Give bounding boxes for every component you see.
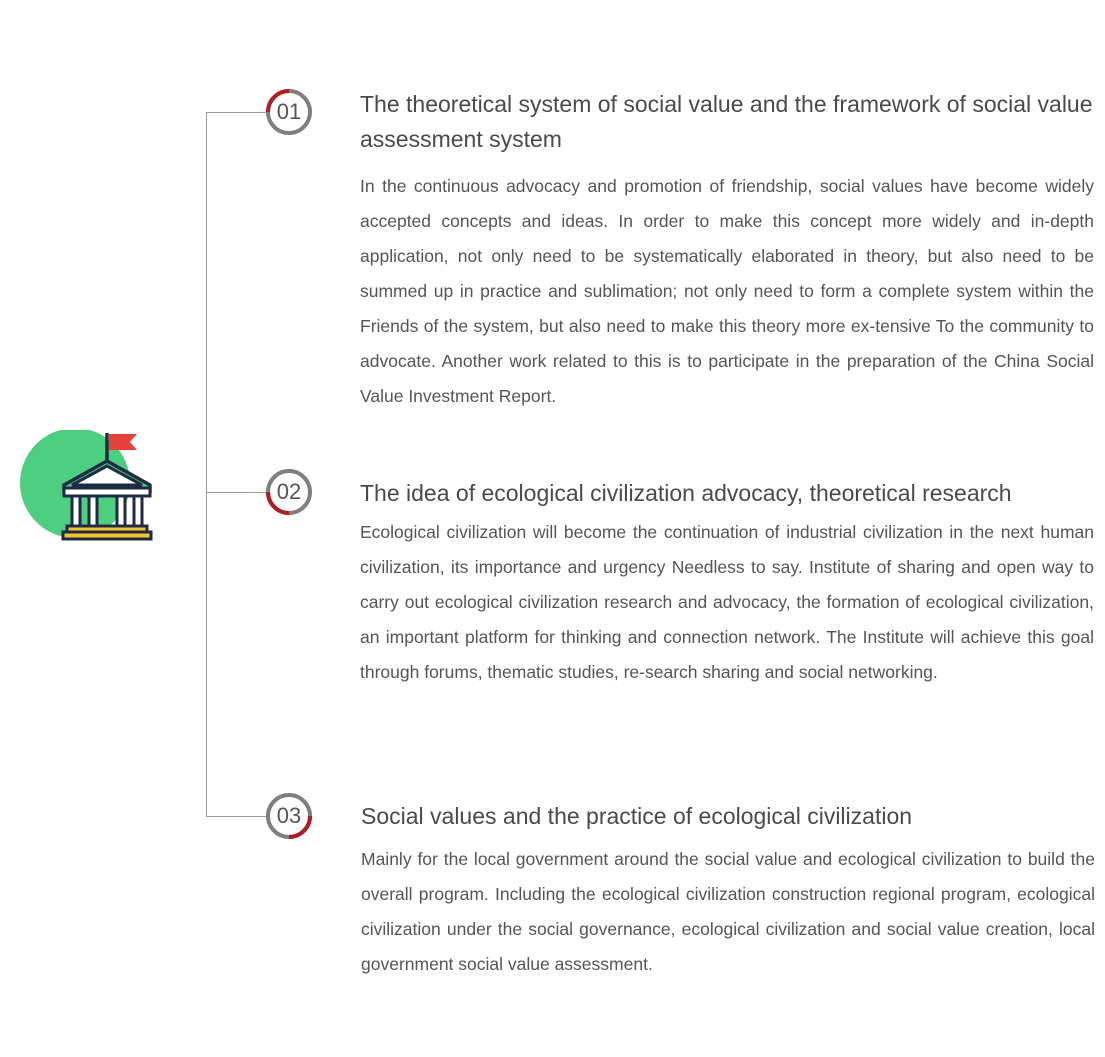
section-title: Social values and the practice of ecological civilization — [361, 803, 913, 829]
institution-building-icon — [20, 430, 155, 545]
section-body: Mainly for the local government around the social value and ecological civilization to build the overall program. Including the ecological civilization construction regional program, ecological civilization under the social governance, ecological civilization and social value creation, local government social value assessment. — [361, 849, 1095, 974]
step-badge-03 — [265, 792, 313, 840]
step-number: 02 — [276, 479, 302, 504]
section-02 — [360, 476, 1094, 690]
section-body: In the continuous advocacy and promotion of friendship, social values have become widely accepted concepts and ideas. In order to make this concept more widely and in-depth application, not only need to be systematically elaborated in theory, but also need to be summed up in practice and sublimation; not only need to form a complete system within the Friends of the system, but also need to make this theory more ex-tensive To the community to advocate. Another work related to this is to participate in the preparation of the China Social Value Investment Report. — [360, 176, 1094, 406]
step-number: 01 — [276, 99, 302, 124]
step-badge-02 — [265, 468, 313, 516]
section-03 — [361, 799, 1095, 982]
timeline-connector — [206, 492, 268, 493]
timeline-connector — [206, 112, 268, 113]
section-title: The idea of ecological civilization advocacy, theoretical research — [360, 480, 1012, 506]
step-badge-01 — [265, 88, 313, 136]
section-01 — [360, 87, 1094, 414]
timeline-connector — [206, 816, 268, 817]
timeline-line — [206, 112, 207, 817]
section-body: Ecological civilization will become the continuation of industrial civilization in the next human civilization, its importance and urgency Needless to say. Institute of sharing and open way to carry out ecological civilization research and advocacy, the formation of ecological civilization, an important platform for thinking and connection network. The Institute will achieve this goal through forums, thematic studies, re-search sharing and social networking. — [360, 522, 1094, 682]
step-number: 03 — [276, 803, 302, 828]
section-title: The theoretical system of social value and the framework of social value assessment system — [360, 91, 1093, 152]
